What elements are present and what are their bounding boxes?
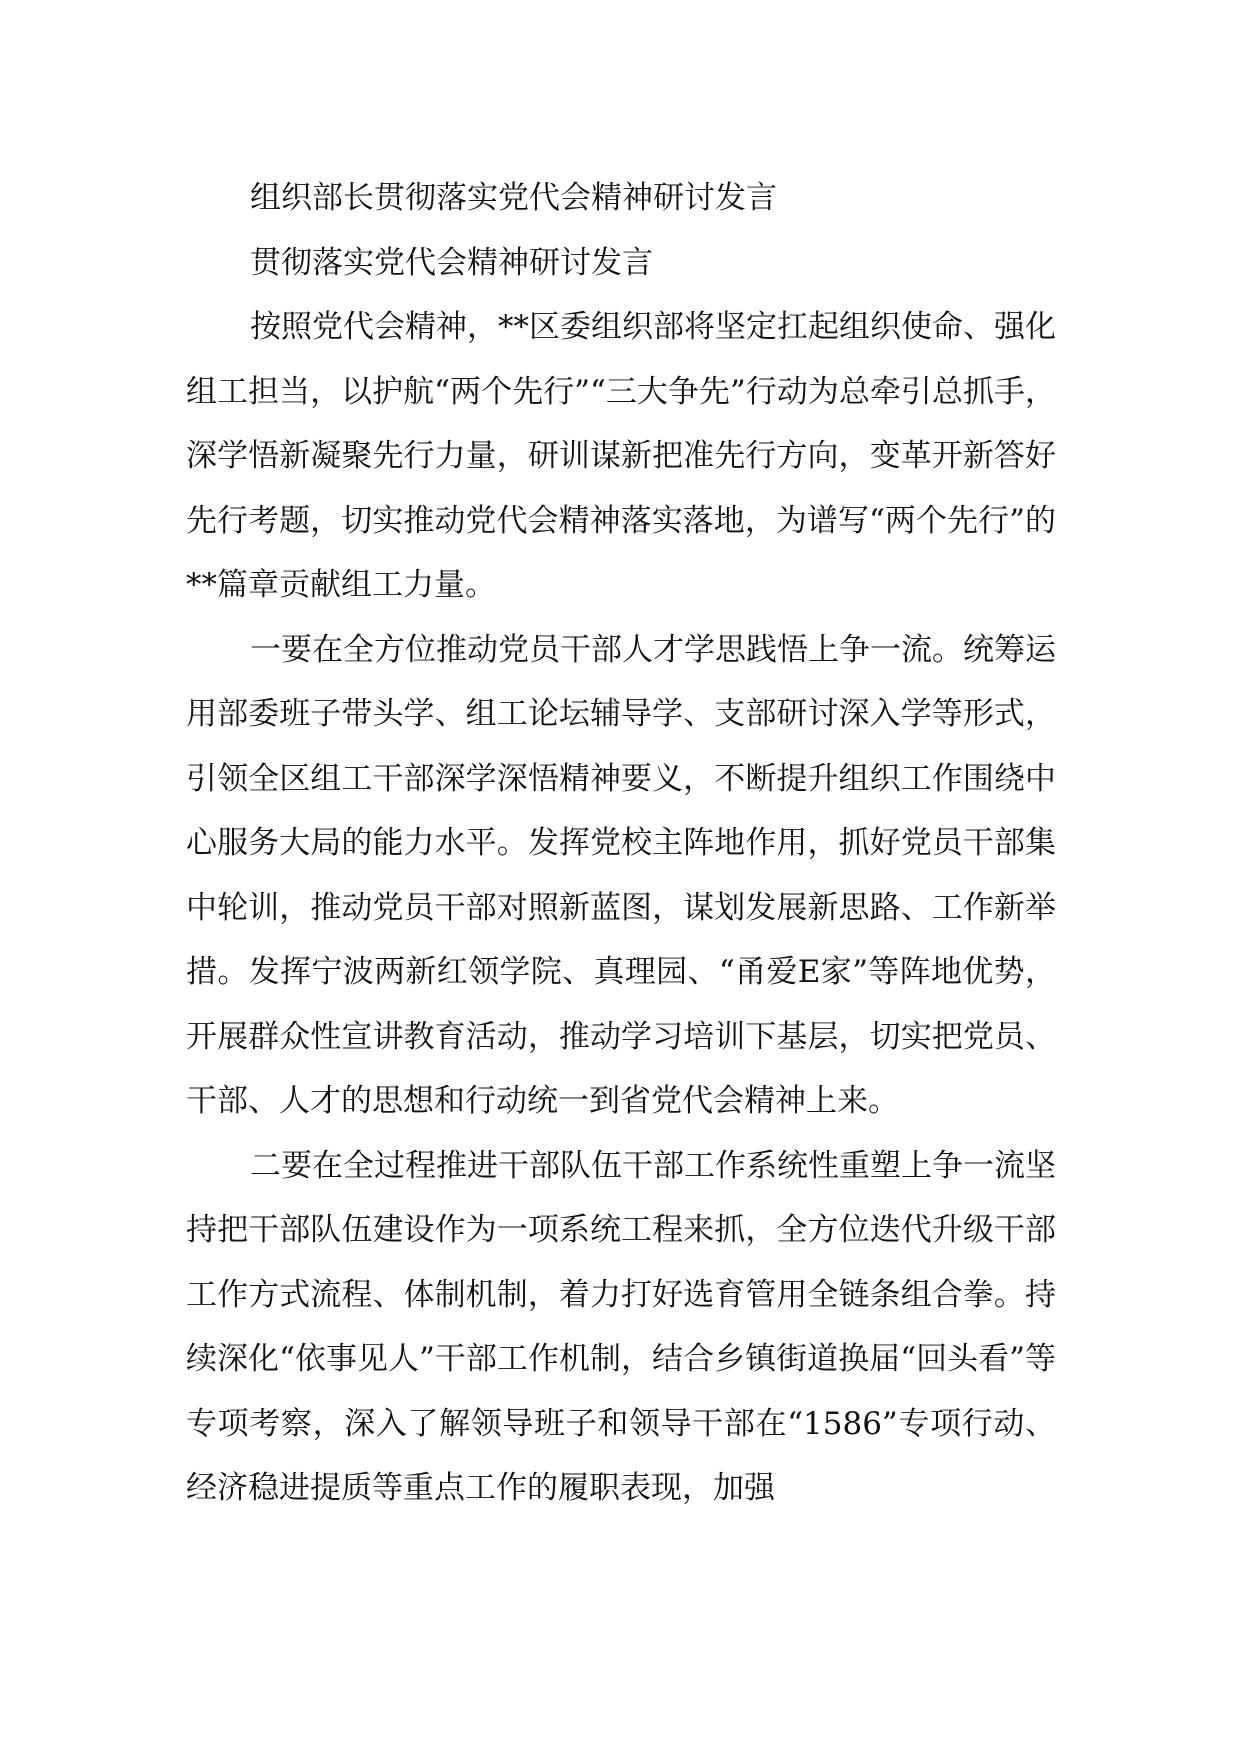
paragraph-intro: 按照党代会精神，**区委组织部将坚定扛起组织使命、强化组工担当，以护航“两个先行”“三大争先”行动为总牵引总抓手，深学悟新凝聚先行力量，研训谋新把准先行方向，变革开新答好先行考题，切实推动党代会精神落实落地，为谱写“两个先行”的**篇章贡献组工力量。 — [186, 309, 1056, 603]
document-title: 组织部长贯彻落实党代会精神研讨发言 — [250, 180, 777, 216]
document-body — [186, 166, 1056, 1521]
document-subtitle: 贯彻落实党代会精神研讨发言 — [250, 244, 653, 281]
paragraph-point-two: 二要在全过程推进干部队伍干部工作系统性重塑上争一流坚持把干部队伍建设作为一项系统工程来抓，全方位迭代升级干部工作方式流程、体制机制，着力打好选育管用全链条组合拳。持续深化“依事见人”干部工作机制，结合乡镇街道换届“回头看”等专项考察，深入了解领导班子和领导干部在“1586”专项行动、经济稳进提质等重点工作的履职表现，加强 — [186, 1147, 1056, 1506]
paragraph-point-one: 一要在全方位推动党员干部人才学思践悟上争一流。统筹运用部委班子带头学、组工论坛辅导学、支部研讨深入学等形式，引领全区组工干部深学深悟精神要义，不断提升组织工作围绕中心服务大局的能力水平。发挥党校主阵地作用，抓好党员干部集中轮训，推动党员干部对照新蓝图，谋划发展新思路、工作新举措。发挥宁波两新红领学院、真理园、“甬爱E家”等阵地优势，开展群众性宣讲教育活动，推动学习培训下基层，切实把党员、干部、人才的思想和行动统一到省党代会精神上来。 — [186, 631, 1056, 1119]
